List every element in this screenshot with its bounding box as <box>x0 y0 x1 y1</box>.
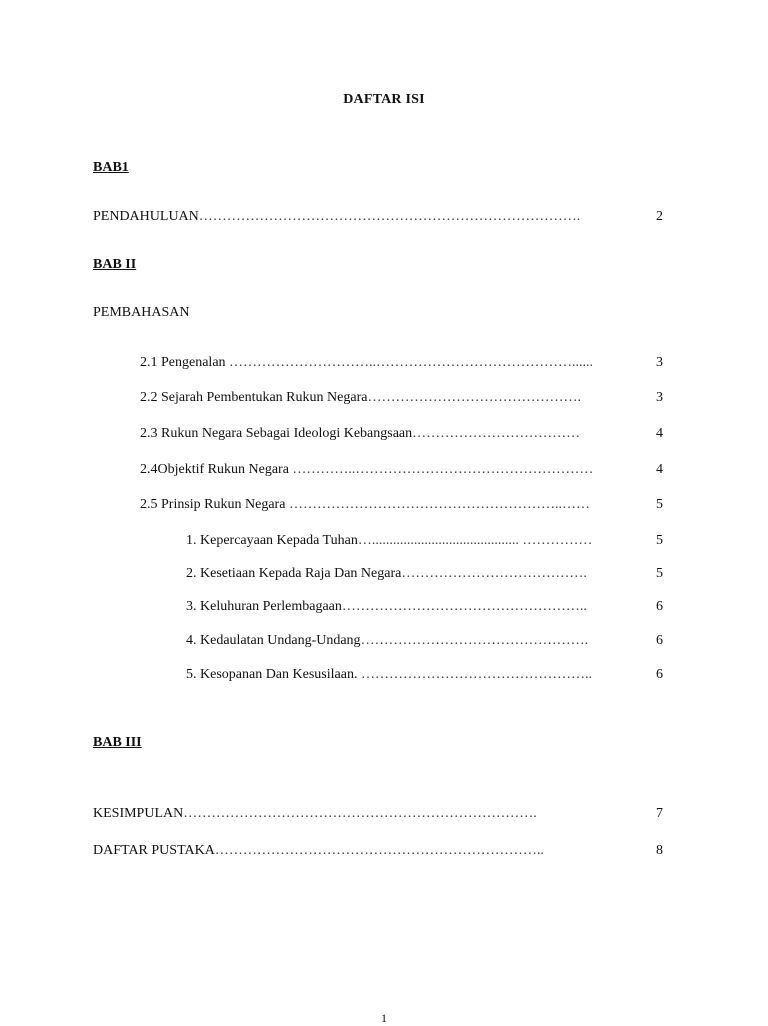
toc-page-number: 8 <box>656 843 663 858</box>
toc-page-number: 6 <box>656 667 663 682</box>
toc-entry-2-4[interactable] <box>140 461 593 479</box>
toc-leader-dots: ………………………………………………………………………. <box>198 209 581 224</box>
toc-leader-dots: …………………………………………….. <box>341 599 587 614</box>
toc-page-number: 6 <box>656 599 663 614</box>
toc-entry-label: 2.3 Rukun Negara Sebagai Ideologi Kebangsaan <box>140 426 413 441</box>
toc-entry-label: 2.1 Pengenalan <box>140 355 230 370</box>
toc-entry-2-2[interactable] <box>140 389 581 407</box>
toc-page-number: 5 <box>656 497 663 512</box>
toc-leader-dots: …………………………………. <box>401 566 587 581</box>
toc-page-number: 5 <box>656 533 663 548</box>
toc-leader-dots: …………..…………………………………………… <box>292 462 594 477</box>
toc-leader-dots: …………………………………………………………….. <box>214 843 544 858</box>
toc-entry-label: 2.4Objektif Rukun Negara <box>140 462 293 477</box>
page-title: DAFTAR ISI <box>343 92 425 107</box>
toc-subentry-3[interactable] <box>186 598 587 616</box>
toc-leader-dots: …………………………………………. <box>360 633 589 648</box>
toc-page-number: 6 <box>656 633 663 648</box>
toc-entry-label: KESIMPULAN <box>93 806 184 821</box>
toc-leader-dots: ……………………………… <box>412 426 581 441</box>
toc-leader-dots: …………………………………………………………………. <box>183 806 537 821</box>
toc-entry-2-5[interactable] <box>140 496 590 514</box>
toc-entry-label: 2.5 Prinsip Rukun Negara <box>140 497 289 512</box>
bab3-heading: BAB III <box>93 735 142 750</box>
toc-page-number: 5 <box>656 566 663 581</box>
toc-entry-kesimpulan[interactable] <box>93 805 537 823</box>
toc-entry-label: PENDAHULUAN <box>93 209 199 224</box>
toc-leader-dots: …………………………..……………………………………...... <box>229 355 594 370</box>
toc-page-number: 4 <box>656 462 663 477</box>
toc-entry-pendahuluan[interactable] <box>93 208 580 226</box>
toc-page-number: 7 <box>656 806 663 821</box>
toc-entry-label: 4. Kedaulatan Undang-Undang <box>186 633 361 648</box>
toc-subentry-5[interactable] <box>186 666 592 684</box>
toc-page-number: 2 <box>656 209 663 224</box>
toc-entry-label: 2. Kesetiaan Kepada Raja Dan Negara <box>186 566 402 581</box>
toc-entry-label: 3. Keluhuran Perlembagaan <box>186 599 342 614</box>
toc-entry-label: 5. Kesopanan Dan Kesusilaan. <box>186 667 361 682</box>
toc-leader-dots: ………………………………………….. <box>360 667 592 682</box>
toc-page-number: 3 <box>656 390 663 405</box>
bab2-heading: BAB II <box>93 257 137 272</box>
toc-leader-dots: …………………………………………………..…… <box>288 497 590 512</box>
toc-leader-dots: ………………………………………. <box>367 390 581 405</box>
toc-entry-2-3[interactable] <box>140 425 580 443</box>
toc-entry-daftar-pustaka[interactable] <box>93 842 544 860</box>
toc-subentry-4[interactable] <box>186 632 588 650</box>
toc-entry-2-1[interactable] <box>140 354 593 372</box>
toc-subentry-2[interactable] <box>186 565 587 583</box>
toc-entry-label: 1. Kepercayaan Kepada Tuhan <box>186 533 358 548</box>
footer-page-number: 1 <box>381 1011 387 1025</box>
toc-page-number: 3 <box>656 355 663 370</box>
toc-entry-label: DAFTAR PUSTAKA <box>93 843 215 858</box>
toc-page-number: 4 <box>656 426 663 441</box>
toc-subentry-1[interactable] <box>186 532 592 550</box>
pembahasan-heading: PEMBAHASAN <box>93 305 190 320</box>
toc-leader-dots: ….......................................... …………… <box>357 533 593 548</box>
bab1-heading: BAB1 <box>93 160 129 175</box>
toc-entry-label: 2.2 Sejarah Pembentukan Rukun Negara <box>140 390 368 405</box>
